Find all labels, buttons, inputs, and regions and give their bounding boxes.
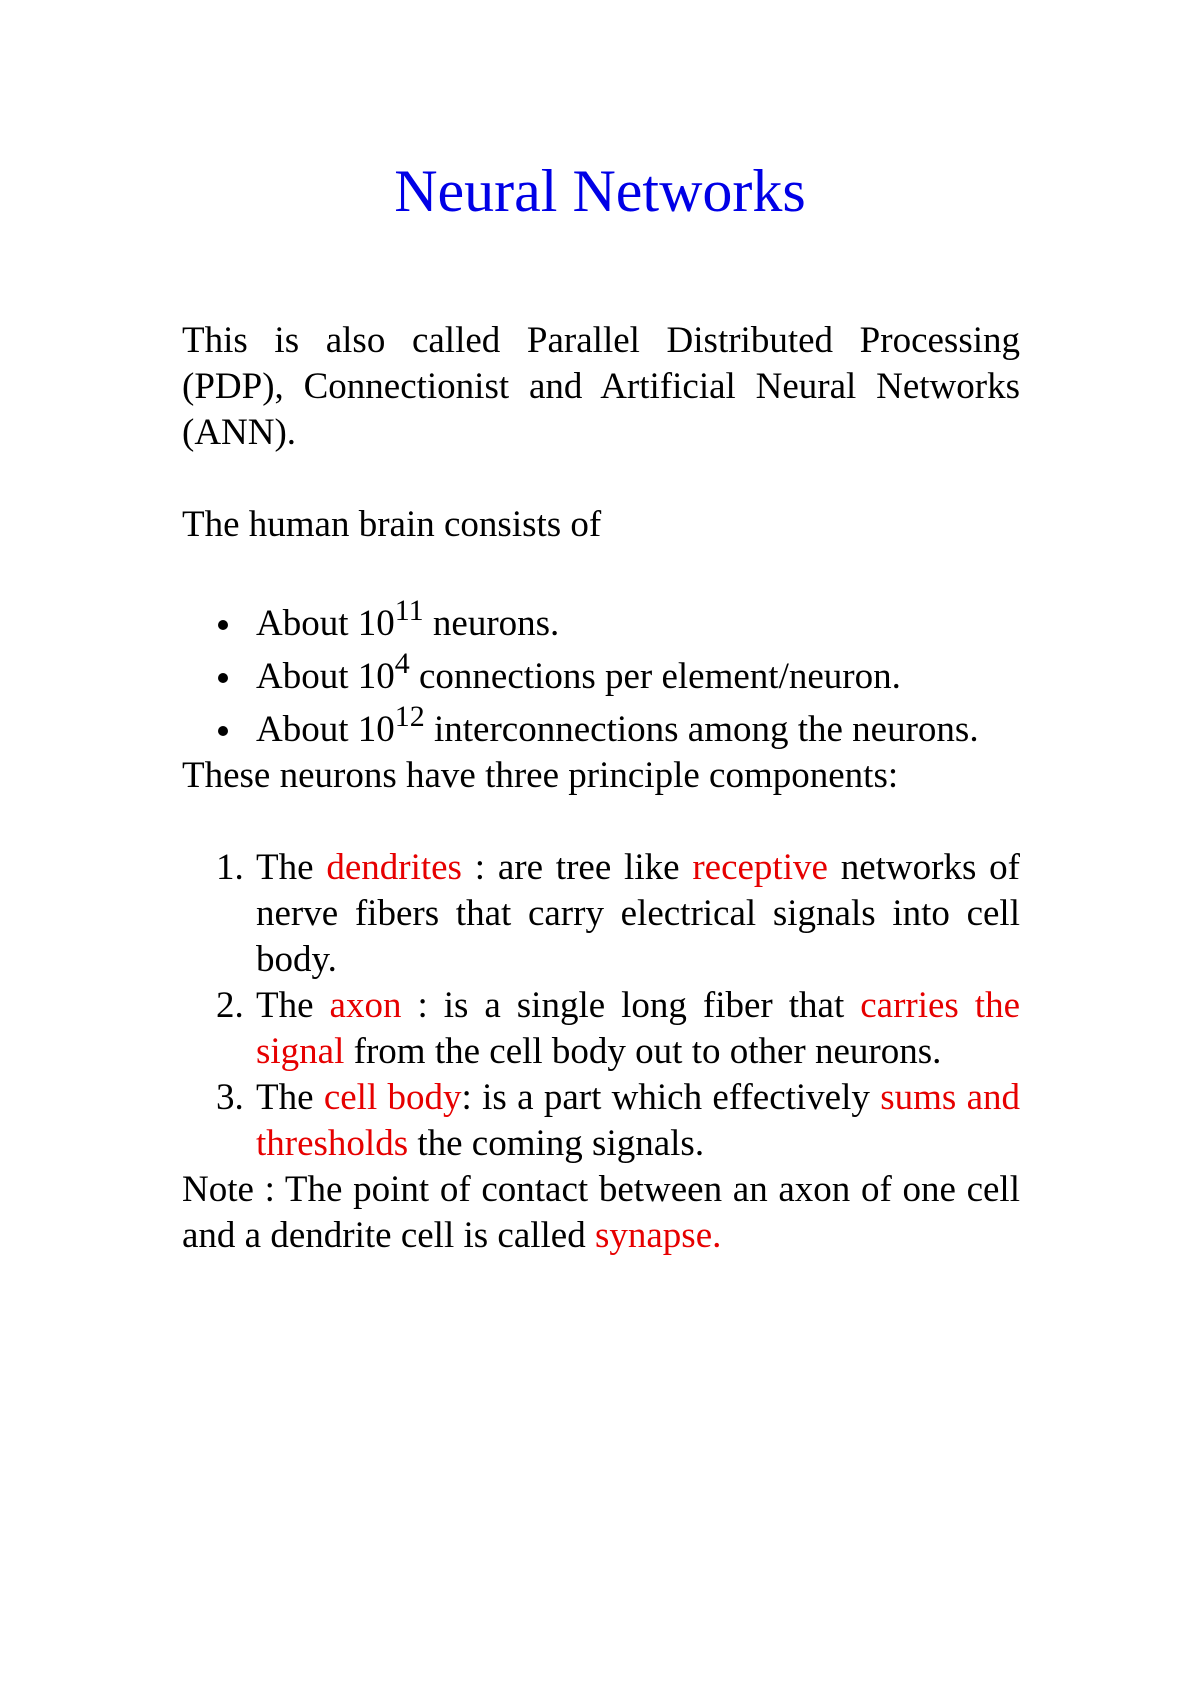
component-text: the coming signals.: [408, 1123, 705, 1164]
fact-text-pre: About 10: [256, 709, 395, 750]
component-text: from the cell body out to other neurons.: [344, 1031, 942, 1072]
brain-intro: The human brain consists of: [182, 504, 602, 545]
note-end: .: [712, 1215, 722, 1256]
list-item: [182, 845, 1020, 983]
highlight-term: carries the signal: [256, 985, 1020, 1072]
bullet-icon: [218, 620, 228, 630]
page-title: Neural Networks: [394, 158, 806, 224]
spacer: [182, 799, 1020, 845]
list-item: [182, 646, 1020, 700]
list-item: [182, 699, 1020, 753]
highlight-term: cell body: [323, 1077, 462, 1118]
component-text: The: [256, 1077, 324, 1118]
component-text: The: [256, 985, 330, 1026]
component-text: : is a single long fiber that: [401, 985, 861, 1026]
intro-paragraph: This is also called Parallel Distributed Processing (PDP), Connectionist and Artificial Neural Networks (ANN).: [182, 320, 1020, 453]
highlight-term: receptive: [692, 847, 828, 888]
component-text: networks of nerve fibers that carry electrical signals into cell body.: [256, 847, 1020, 980]
highlight-term: dendrites: [326, 847, 462, 888]
list-item: [182, 1075, 1020, 1167]
brain-facts-list: [182, 593, 1020, 753]
note-text: Note : The point of contact between an axon of one cell and a dendrite cell is called: [182, 1169, 1020, 1256]
item-number: 1.: [216, 847, 244, 888]
spacer: [182, 548, 1020, 594]
exponent: 12: [394, 699, 425, 733]
components-list: [182, 845, 1020, 1167]
exponent: 4: [394, 646, 410, 680]
spacer: [182, 456, 1020, 502]
bullet-icon: [218, 673, 228, 683]
item-number: 3.: [216, 1077, 244, 1118]
fact-text-post: connections per element/neuron.: [409, 656, 901, 697]
component-text: : are tree like: [461, 847, 693, 888]
fact-text-post: neurons.: [423, 603, 560, 644]
components-intro: These neurons have three principle components:: [182, 755, 899, 796]
fact-text-pre: About 10: [256, 656, 395, 697]
list-item: [182, 593, 1020, 647]
highlight-term: sums and thresholds: [256, 1077, 1021, 1164]
list-item: [182, 983, 1020, 1075]
document-body: [182, 318, 1020, 1259]
item-number: 2.: [216, 985, 244, 1026]
component-text: : is a part which effectively: [461, 1077, 881, 1118]
highlight-term: axon: [329, 985, 402, 1026]
fact-text-pre: About 10: [256, 603, 395, 644]
component-text: The: [256, 847, 327, 888]
bullet-icon: [218, 726, 228, 736]
highlight-term: synapse: [594, 1215, 713, 1256]
fact-text-post: interconnections among the neurons.: [424, 709, 979, 750]
exponent: 11: [394, 593, 424, 627]
note-paragraph: [182, 1167, 1020, 1259]
